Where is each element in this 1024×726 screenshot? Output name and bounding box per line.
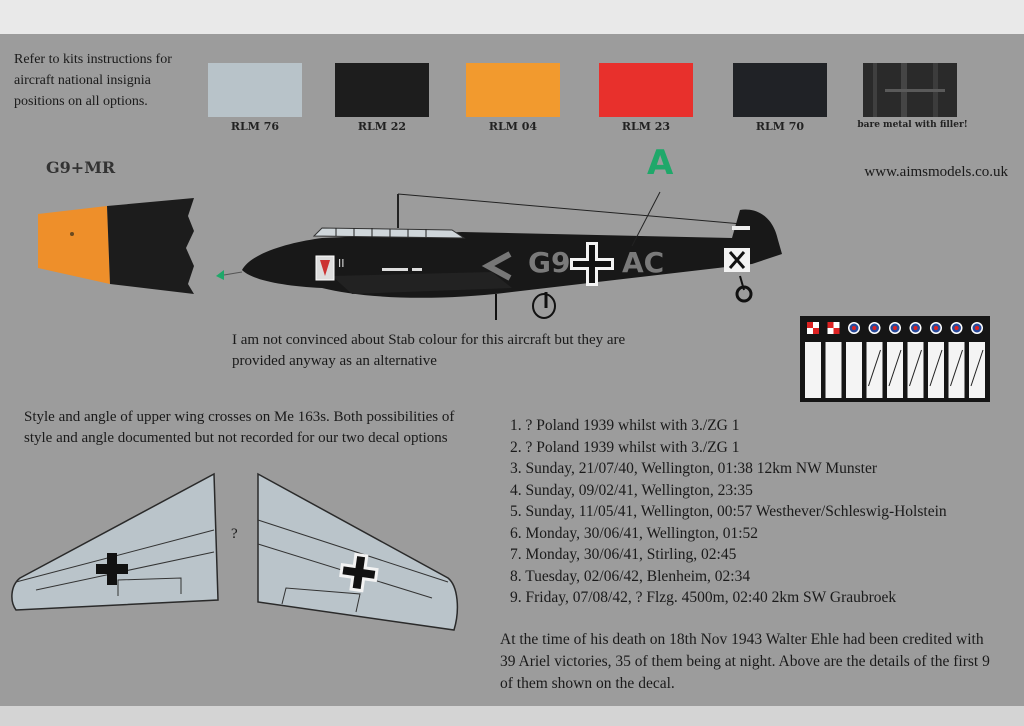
background-strip	[0, 706, 1024, 726]
stab-colour-note: I am not convinced about Stab colour for this aircraft but they are provided anyway as an alternative	[232, 332, 626, 369]
bare-metal-panel-graphic	[863, 63, 957, 117]
list-item: 9. Friday, 07/08/42, ? Flzg. 4500m, 02:40 2km SW Graubroek	[510, 589, 897, 606]
list-item: 4. Sunday, 09/02/41, Wellington, 23:35	[510, 481, 753, 499]
list-item: 8. Tuesday, 02/06/42, Blenheim, 02:34	[510, 567, 751, 585]
swatch-rlm76	[208, 63, 302, 117]
victory-bar	[846, 342, 862, 398]
list-item: 7. Monday, 30/06/41, Stirling, 02:45	[510, 546, 737, 563]
swatch-label: RLM 22	[357, 120, 407, 133]
intro-text: Refer to kits instructions for aircraft national insignia positions on all options.	[14, 52, 172, 109]
question-mark: ?	[231, 526, 238, 542]
swatch-label: RLM 04	[488, 120, 538, 133]
swatch-rlm04	[466, 63, 560, 117]
list-item: 1. ? Poland 1939 whilst with 3./ZG 1	[510, 417, 740, 434]
fuselage-code-right: AC	[622, 246, 665, 279]
list-item: 3. Sunday, 21/07/40, Wellington, 01:38 12km NW Munster	[510, 460, 878, 477]
swatch-label: RLM 23	[621, 120, 671, 133]
fin-mark: II	[338, 257, 345, 270]
orange-cowling-decal	[32, 196, 202, 296]
polish-flag-red-icon	[813, 328, 819, 334]
list-item: 6. Monday, 30/06/41, Wellington, 01:52	[510, 524, 759, 542]
list-item: 5. Sunday, 11/05/41, Wellington, 00:57 Westhever/Schleswig-Holstein	[510, 503, 947, 520]
swatch-label: RLM 70	[755, 120, 805, 133]
swatch-rlm70	[733, 63, 827, 117]
victory-bar	[805, 342, 821, 398]
victory-bar	[826, 342, 842, 398]
list-item: 2. ? Poland 1939 whilst with 3./ZG 1	[510, 438, 740, 456]
roundel-icon	[934, 326, 938, 330]
polish-flag-red-icon	[834, 328, 840, 334]
aircraft-code: G9+MR	[46, 158, 116, 177]
left-wing-drawing	[6, 470, 221, 640]
wing-cross-note: Style and angle of upper wing crosses on Me 163s. Both possibilities of style and angle documented but not recorded for our two decal options	[24, 409, 455, 446]
aircraft-profile	[212, 180, 812, 320]
polish-flag-red-icon	[807, 322, 813, 328]
right-wing-drawing	[252, 470, 467, 645]
swatch-label: RLM 76	[230, 120, 280, 133]
callout-letter: A	[647, 143, 674, 183]
roundel-icon	[873, 326, 877, 330]
roundel-icon	[955, 326, 959, 330]
pilot-bio: At the time of his death on 18th Nov 1943 Walter Ehle had been credited with 39 Ariel victories, 35 of them being at night. Above are the details of the first 9 of them shown on the decal.	[500, 631, 990, 692]
victory-markings-panel	[800, 316, 990, 402]
swatch-bare-metal	[863, 63, 957, 117]
polish-flag-red-icon	[828, 322, 834, 328]
swatch-label: bare metal with filler!	[857, 120, 968, 130]
swatch-rlm23	[599, 63, 693, 117]
victory-list	[510, 415, 947, 609]
fuselage-code-left: G9	[528, 246, 571, 279]
roundel-icon	[914, 326, 918, 330]
swatch-rlm22	[335, 63, 429, 117]
roundel-icon	[975, 326, 979, 330]
website: www.aimsmodels.co.uk	[864, 164, 1008, 180]
roundel-icon	[893, 326, 897, 330]
roundel-icon	[852, 326, 856, 330]
